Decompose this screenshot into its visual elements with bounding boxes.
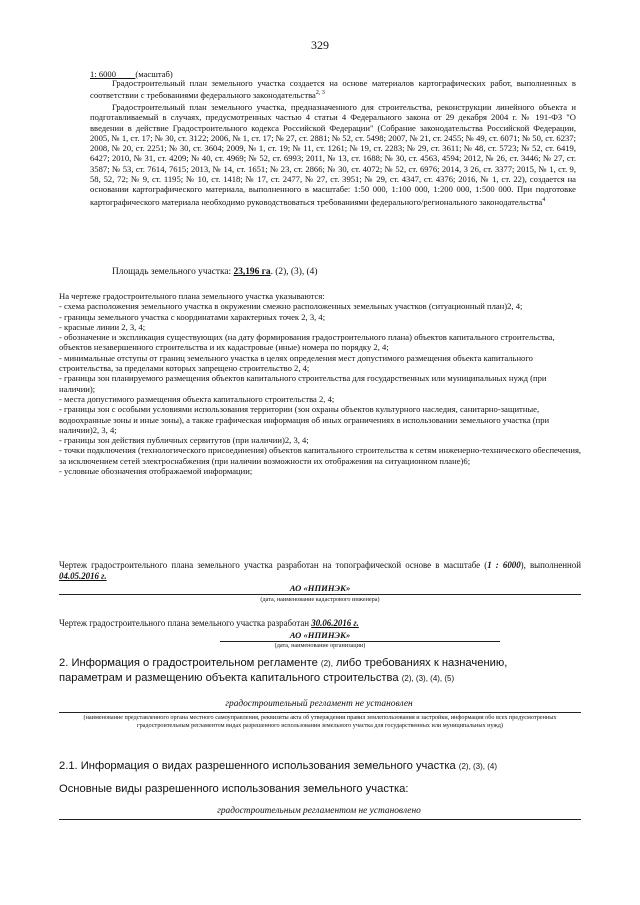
page-number: 329 [311, 38, 329, 52]
section2-heading: 2. Информация о градостроительном регламенте (2), либо требованиях к назначению, [59, 657, 508, 669]
list-item: - условные обозначения отображаемой информации; [59, 466, 253, 477]
section21-basic: Основные виды разрешенного использования земельного участка: [59, 783, 409, 795]
topo-date: 04.05.2016 г. [59, 571, 107, 581]
preparation-paragraph: Градостроительный план земельного участка, предназначенного для строительства, реконструкции линейного объекта и подготавливаемый в случаях, предусмотренных частью 4 статьи 4 Федерального закона от 29 декабря 2004 г. № 191-ФЗ "О введении в действие Градостроительного кодекса Российской Федерации" (Собрание законодательства Российской Федерации, 2005, № 1, ст. 17; № 30, ст. 3122; 2006, № 1, ст. 17; № 27, ст. 2881; № 52, ст. 5498; 2007, № 21, ст. 2455; № 49, ст. 6071; № 50, ст. 6237; 2008, № 20, ст. 2251; № 30, ст. 3604; 2009, № 1, ст. 19; № 11, ст. 1261; № 19, ст. 2283; № 29, ст. 3611; № 48, ст. 5723; № 52, ст. 6419, 6427; 2010, № 31, ст. 4209; № 40, ст. 4969; № 52, ст. 6993; 2011, № 13, ст. 1688; № 30, ст. 4563, 4594; 2012, № 26, ст. 3446; № 27, ст. 3587; № 53, ст. 7614, 7615; 2013, № 14, ст. 1651; № 23, ст. 2866; № 30, ст. 4072; № 52, ст. 6976; 2014, 3 26, ст. 3377; 2015, № 1, ст. 9, 58, 52, 72; № 9, ст. 1195; № 10, ст. 1418; № 17, ст. 2477, № 27, ст. 3951; № 29, ст. 4347, ст. 4376; 2016, № 1, ст. 22), создается на основании картографического материала, выполненного в масштабе: 1:50 000, 1:100 000, 1:200 000, 1:500 000. При подготовке картографического материала необходимо руководствоваться требованиями федерального/регионального законодательства$^4$ [90, 102, 576, 207]
area-line: Площадь земельного участка: 23,196 га. (2), (3), (4) [112, 267, 318, 277]
developed-caption: (дата, наименование организации) [274, 642, 366, 649]
topo-org: АО «НПИНЭК» [289, 583, 351, 593]
scale-label: (масштаб) [135, 69, 173, 79]
section21-heading: 2.1. Информация о видах разрешенного использования земельного участка (2), (3), (4) [59, 760, 498, 772]
area-value: 23,196 га [233, 267, 271, 277]
list-item: - красные линии 2, 3, 4; [59, 321, 146, 332]
intro-paragraph: Градостроительный план земельного участка создается на основе материалов картографических работ, выполненных в соответствии с требованиями федерального законодательства$^{2, 3}$ [90, 78, 576, 101]
section2-heading-line2: параметрам и размещению объекта капитального строительства (2), (3), (4), (5) [59, 672, 455, 684]
list-item: - границы зон с особыми условиями использования территории (зон охраны объектов культурного наследия, санитарно-защитные, водоохранные зоны и иные зоны), а также графическая информация об иных ограничениях в использовании земельного участка (при наличии)2, 3, 4; [59, 404, 550, 435]
section2-caption: (наименование представленного органа местного самоуправления, реквизиты акта об утверждении правил землепользования и застройки, информация обо всех предусмотренных градостроительным регламентом видах разрешенного использования земельного участка для государственных или муниципальных нужд) [83, 714, 557, 729]
section21-value: градостроительным регламентом не установлено [217, 806, 421, 816]
section2-value: градостроительный регламент не установлен [225, 699, 413, 709]
topo-scale: 1 : 6000 [487, 560, 521, 570]
topo-caption: (дата, наименование кадастрового инженера) [260, 596, 380, 603]
list-item: - места допустимого размещения объекта капитального строительства 2, 4; [59, 393, 335, 404]
list-item: - точки подключения (технологического присоединения) объектов капитального строительства к сетям инженерно-технического обеспечения, за исключением сетей электроснабжения (при наличии возможности их отображения на ситуационном плане)6; [59, 445, 582, 466]
drawing-intro: На чертеже градостроительного плана земельного участка указываются: [59, 291, 325, 301]
list-item: - границы земельного участка с координатами характерных точек 2, 3, 4; [59, 311, 326, 322]
developed-org: АО «НПИНЭК» [289, 630, 351, 640]
developed-line: Чертеж градостроительного плана земельного участка разработан 30.06.2016 г. [59, 618, 359, 628]
scale-value: 1: 6000 [90, 69, 117, 79]
list-item: - границы зон планируемого размещения объектов капитального строительства для государственных или муниципальных нужд (при наличии); [59, 373, 547, 394]
list-item: - минимальные отступы от границ земельного участка в целях определения мест допустимого размещения объекта капитального строительства, за пределами которых запрещено строительство 2, 4; [59, 352, 533, 374]
list-item: - границы зон действия публичных сервитутов (при наличии)2, 3, 4; [59, 435, 309, 446]
drawing-list [59, 291, 583, 476]
topo-paragraph: Чертеж градостроительного плана земельного участка разработан на топографической основе в масштабе (1 : 6000), выполненной 04.05.2016 г. [59, 560, 581, 581]
list-item: - схема расположения земельного участка в окружении смежно расположенных земельных участков (ситуационный план)2, 4; [59, 301, 523, 312]
list-item: - обозначение и экспликация существующих (на дату формирования градостроительного плана) объектов капитального строительства, объектов незавершенного строительства и их кадастровые (иные) номера по порядку 2, 4; [59, 332, 555, 353]
developed-date: 30.06.2016 г. [311, 618, 359, 628]
